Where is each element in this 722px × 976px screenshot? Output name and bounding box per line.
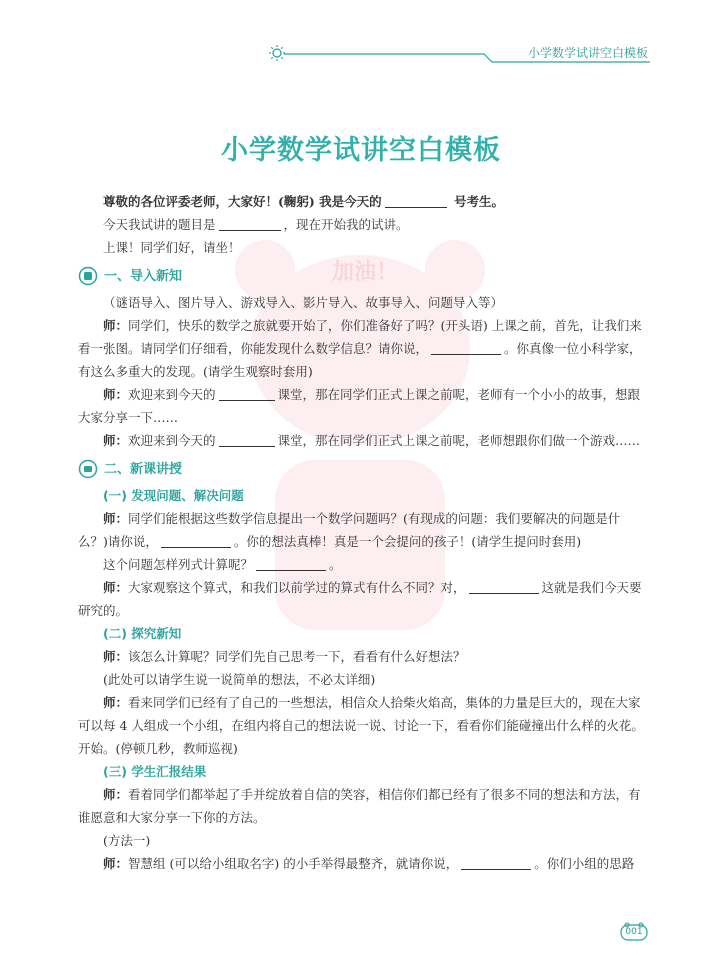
text: 课堂，那在同学们正式上课之前呢，老师想跟你们做一个游戏…… xyxy=(277,433,641,448)
section-badge-icon xyxy=(78,459,98,479)
text: 看着同学们都举起了手并绽放着自信的笑容，相信你们都已经有了很多不同的想法和方法，有谁愿意和大家分享一下你的方法。 xyxy=(78,787,641,825)
subsection-2-title: (二) 探究新知 xyxy=(103,626,182,641)
text: ，现在开始我的试讲。 xyxy=(283,217,409,232)
paragraph xyxy=(78,507,648,553)
text: 尊敬的各位评委老师，大家好！(鞠躬) 我是今天的 xyxy=(103,194,382,209)
page-number: 001 xyxy=(625,927,643,937)
text: 号考生。 xyxy=(454,194,505,209)
page-number-badge xyxy=(620,922,648,942)
text: 同学们，快乐的数学之旅就要开始了，你们准备好了吗？(开头语) 上课之前，首先，让我们来看一张图。请同学们仔细看，你能发现什么数学信息？请你说， xyxy=(78,318,642,356)
text: 欢迎来到今天的 xyxy=(128,387,216,402)
text: 智慧组 (可以给小组取名字) 的小手举得最整齐，就请你说， xyxy=(128,856,459,871)
blank xyxy=(219,216,281,231)
text: 今天我试讲的题目是 xyxy=(103,217,216,232)
blank xyxy=(431,340,501,355)
speaker-label: 师： xyxy=(103,318,129,333)
text: 欢迎来到今天的 xyxy=(128,433,216,448)
page-title: 小学数学试讲空白模板 xyxy=(221,135,501,166)
paragraph xyxy=(78,314,648,383)
paragraph xyxy=(78,645,648,668)
intro-line-3: 上课！同学们好，请坐！ xyxy=(103,240,241,255)
blank xyxy=(385,193,447,208)
blank xyxy=(256,556,326,571)
blank xyxy=(161,533,231,548)
speaker-label: 师： xyxy=(103,649,129,664)
section-2-heading xyxy=(78,456,648,482)
section-1-heading xyxy=(78,263,648,289)
paragraph: (此处可以请学生说一说简单的想法，不必太详细) xyxy=(103,672,376,687)
speaker-label: 师： xyxy=(103,787,129,802)
text: 课堂，那在同学们正式上课之前呢，老师有一个小小的故事，想跟大家分享一下…… xyxy=(78,387,641,425)
text: 。 xyxy=(329,557,342,572)
text: 这个问题怎样列式计算呢？ xyxy=(103,557,254,572)
paragraph xyxy=(78,553,648,576)
speaker-label: 师： xyxy=(103,580,129,595)
text: 。你的想法真棒！真是一个会提问的孩子！(请学生提问时套用) xyxy=(233,534,582,549)
paragraph xyxy=(78,852,648,875)
watermark-label: 加油！ xyxy=(332,260,399,285)
text: 该怎么计算呢？同学们先自己思考一下，看看有什么好想法？ xyxy=(128,649,466,664)
blank xyxy=(219,432,275,447)
paragraph xyxy=(78,429,648,452)
section-badge-icon xyxy=(78,266,98,286)
subsection-1-title: (一) 发现问题、解决问题 xyxy=(103,488,244,503)
paragraph xyxy=(78,691,648,760)
document-body xyxy=(78,190,648,875)
speaker-label: 师： xyxy=(103,387,129,402)
blank xyxy=(219,386,275,401)
intro-line-2 xyxy=(78,213,648,236)
speaker-label: 师： xyxy=(103,511,129,526)
speaker-label: 师： xyxy=(103,695,129,710)
blank xyxy=(469,579,539,594)
speaker-label: 师： xyxy=(103,856,129,871)
text: 同学们能根据这些数学信息提出一个数学问题吗？(有现成的问题：我们要解决的问题是什么？)请你说， xyxy=(78,511,621,549)
paragraph xyxy=(78,383,648,429)
text: 看来同学们已经有了自己的一些想法，相信众人拾柴火焰高，集体的力量是巨大的，现在大家可以每 4 人组成一个小组，在组内将自己的想法说一说、讨论一下，看看你们能碰撞出什么样的火花。开始。(停顿几秒，教师巡视) xyxy=(78,695,644,756)
paragraph: (方法一) xyxy=(103,833,151,848)
text: 大家观察这个算式，和我们以前学过的算式有什么不同？对， xyxy=(128,580,466,595)
text: 。你真像一位小科学家，有这么多重大的发现。(请学生观察时套用) xyxy=(78,341,642,379)
speaker-label: 师： xyxy=(103,433,129,448)
section-1-note: （谜语导入、图片导入、游戏导入、影片导入、故事导入、问题导入等） xyxy=(103,295,504,310)
text: 。你们小组的思路 xyxy=(534,856,635,871)
section-1-title: 一、导入新知 xyxy=(104,268,183,284)
paragraph xyxy=(78,576,648,622)
paragraph xyxy=(78,783,648,829)
section-2-title: 二、新课讲授 xyxy=(104,461,183,477)
header-title: 小学数学试讲空白模板 xyxy=(527,46,648,60)
intro-line-1 xyxy=(78,190,648,213)
text: 这就是我们今天要研究的。 xyxy=(78,580,642,618)
blank xyxy=(461,855,531,870)
subsection-3-title: (三) 学生汇报结果 xyxy=(103,764,207,779)
